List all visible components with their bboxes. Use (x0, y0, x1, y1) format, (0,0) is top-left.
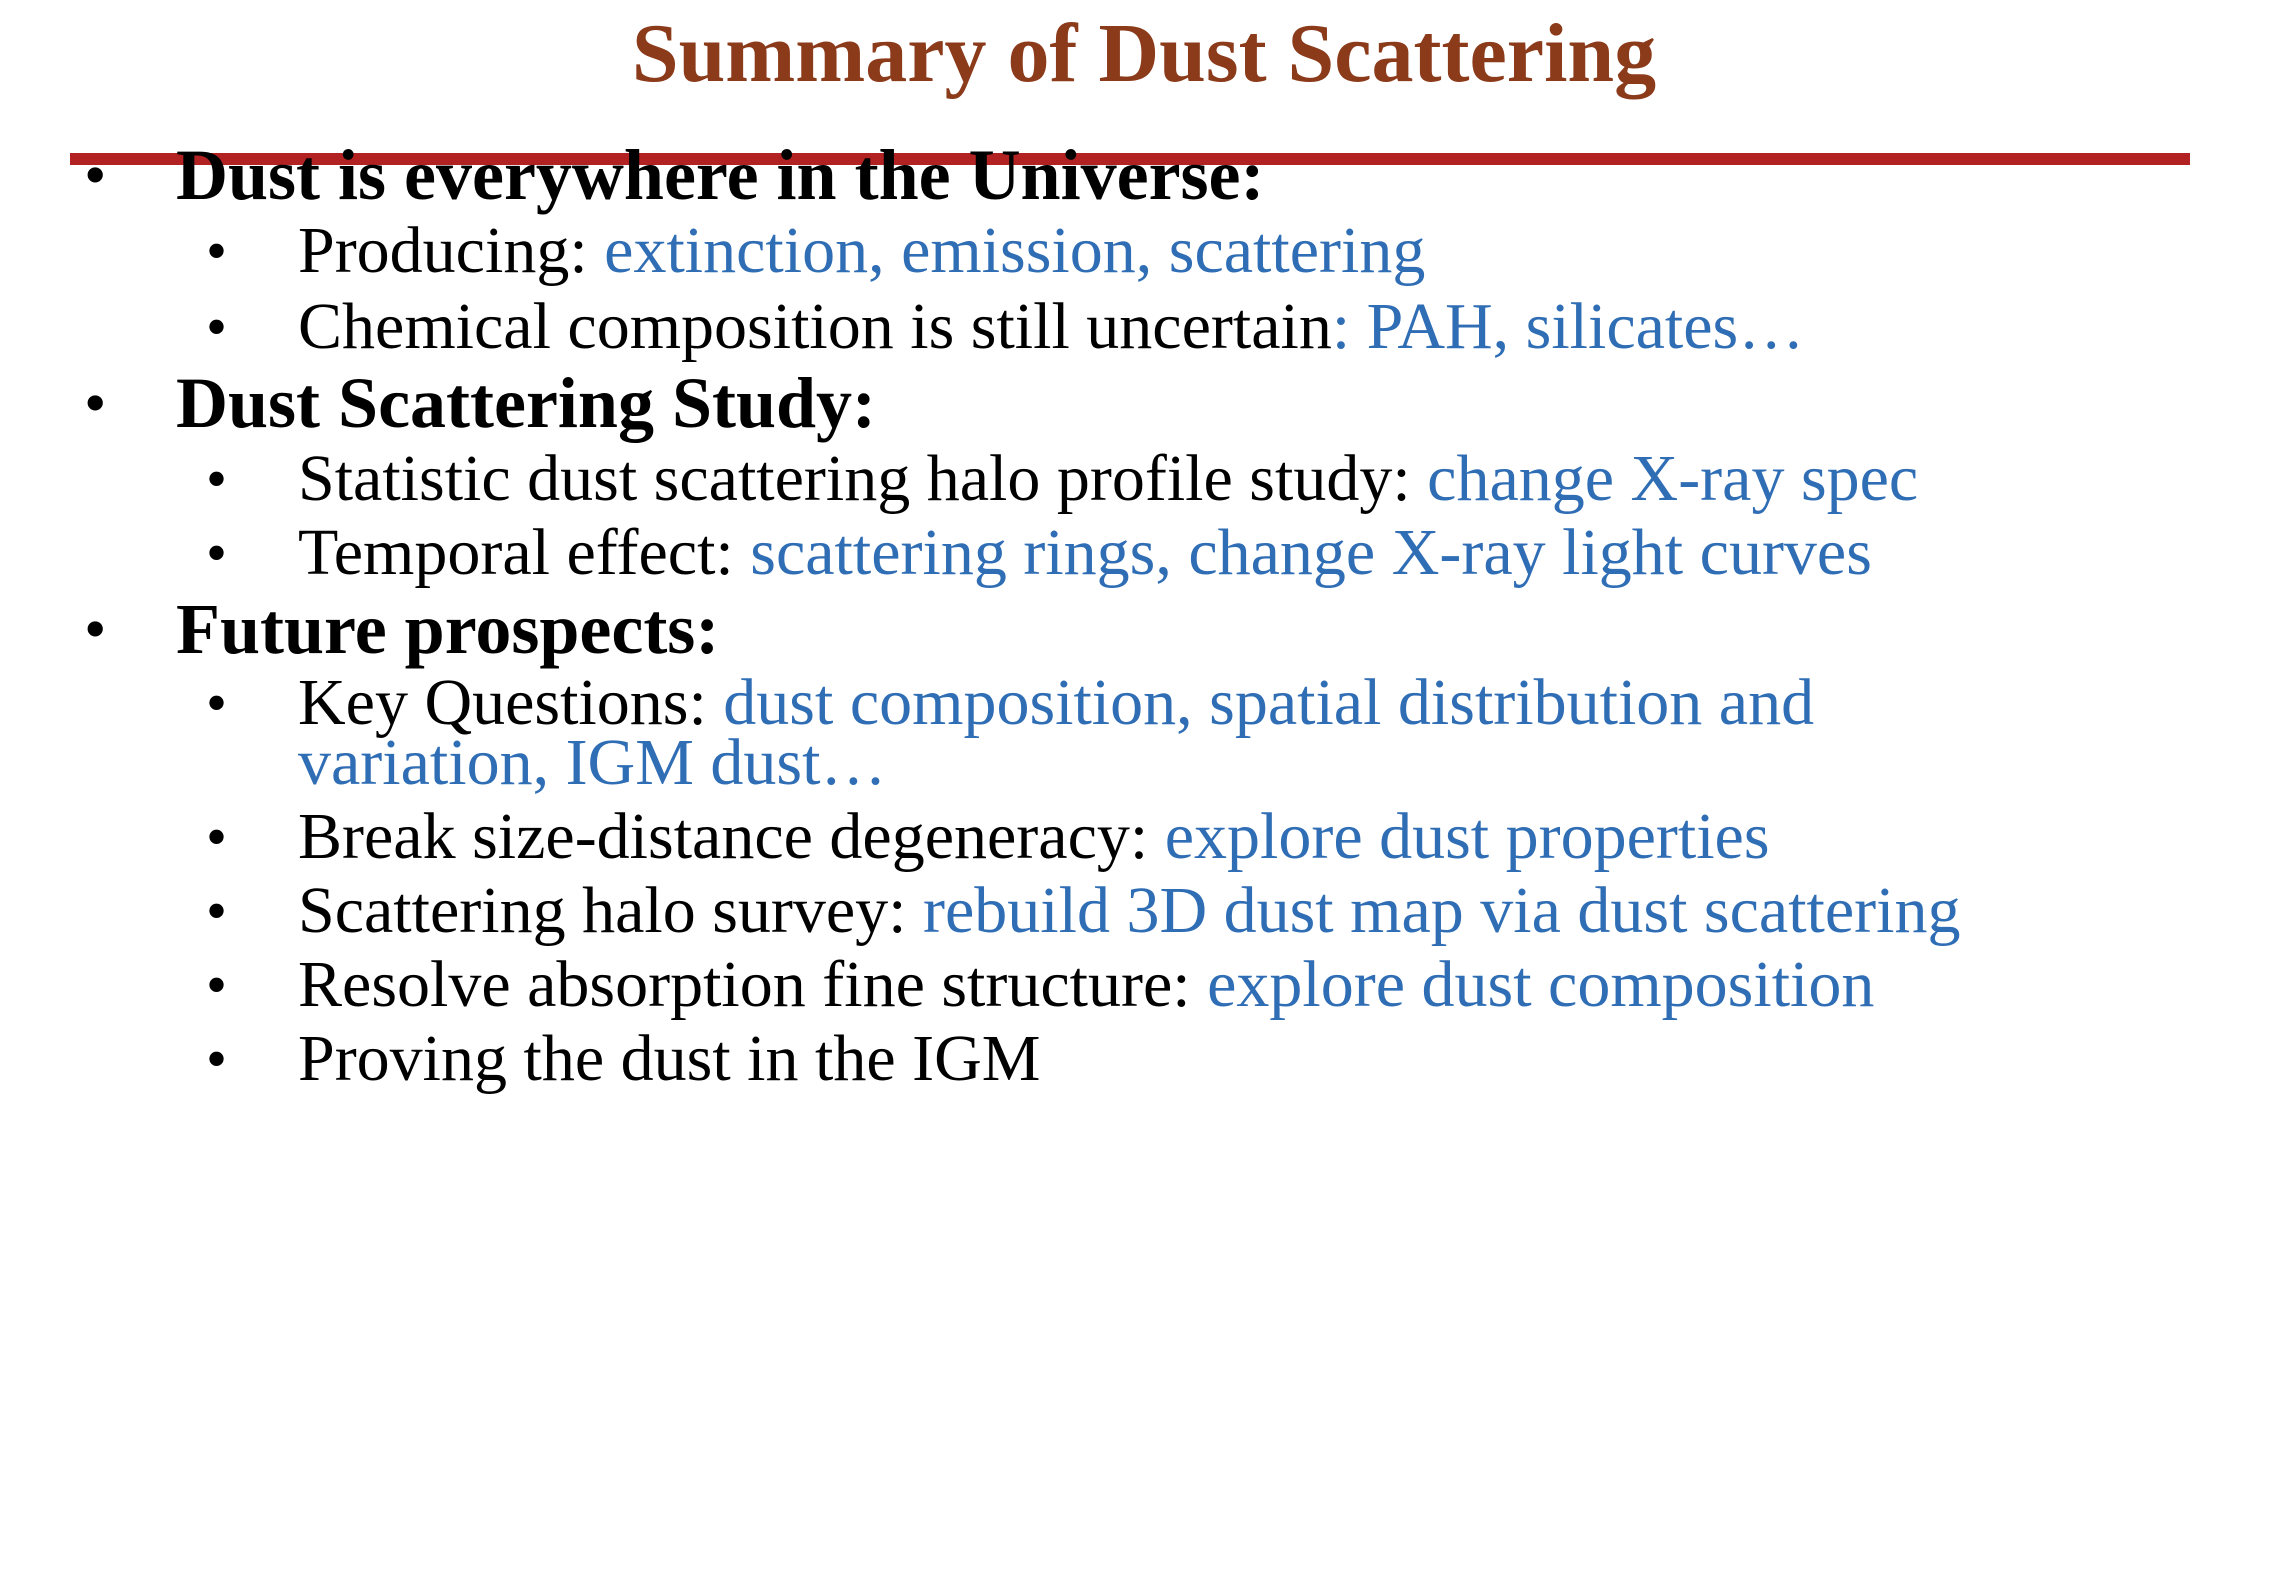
item-label: Proving the dust in the IGM (298, 1022, 1041, 1095)
item-detail: explore dust properties (1164, 800, 1770, 873)
bullet-icon: • (206, 1026, 228, 1092)
item-detail: rebuild 3D dust map via dust scattering (923, 874, 1961, 947)
bullet-icon: • (206, 952, 228, 1018)
bullet-icon: • (206, 878, 228, 944)
bullet-icon: • (84, 593, 107, 664)
item-detail: change X-ray spec (1427, 442, 1919, 515)
item-label: Break size-distance degeneracy: (298, 800, 1165, 873)
section-heading-text: Future prospects: (176, 589, 720, 669)
item-label: Temporal effect: (298, 516, 751, 589)
item-detail: scattering rings, change X-ray light curves (750, 516, 1872, 589)
item-detail: : PAH, silicates… (1331, 290, 1805, 363)
item-label: Scattering halo survey: (298, 874, 924, 947)
bullet-icon: • (206, 294, 228, 360)
item-detail-continued: variation, IGM dust… (298, 726, 887, 799)
item-detail: extinction, emission, scattering (604, 214, 1426, 287)
item-label: Statistic dust scattering halo profile study: (298, 442, 1428, 515)
bullet-icon: • (206, 218, 228, 284)
item-label: Resolve absorption fine structure: (298, 948, 1208, 1021)
bullet-icon: • (206, 670, 228, 736)
item-detail: dust composition, spatial distribution and (723, 666, 1815, 739)
item-label: Chemical composition is still uncertain (298, 290, 1332, 363)
slide-title: Summary of Dust Scattering (631, 7, 1657, 100)
section-heading-text: Dust is everywhere in the Universe: (176, 135, 1265, 215)
bullet-icon: • (84, 139, 107, 210)
item-label: Key Questions: (298, 666, 724, 739)
item-label: Producing: (298, 214, 605, 287)
item-detail: explore dust composition (1207, 948, 1875, 1021)
section-heading-text: Dust Scattering Study: (176, 363, 877, 443)
bullet-icon: • (84, 367, 107, 438)
bullet-icon: • (206, 520, 228, 586)
list-item (206, 1014, 1041, 1104)
bullet-icon: • (206, 804, 228, 870)
bullet-icon: • (206, 446, 228, 512)
